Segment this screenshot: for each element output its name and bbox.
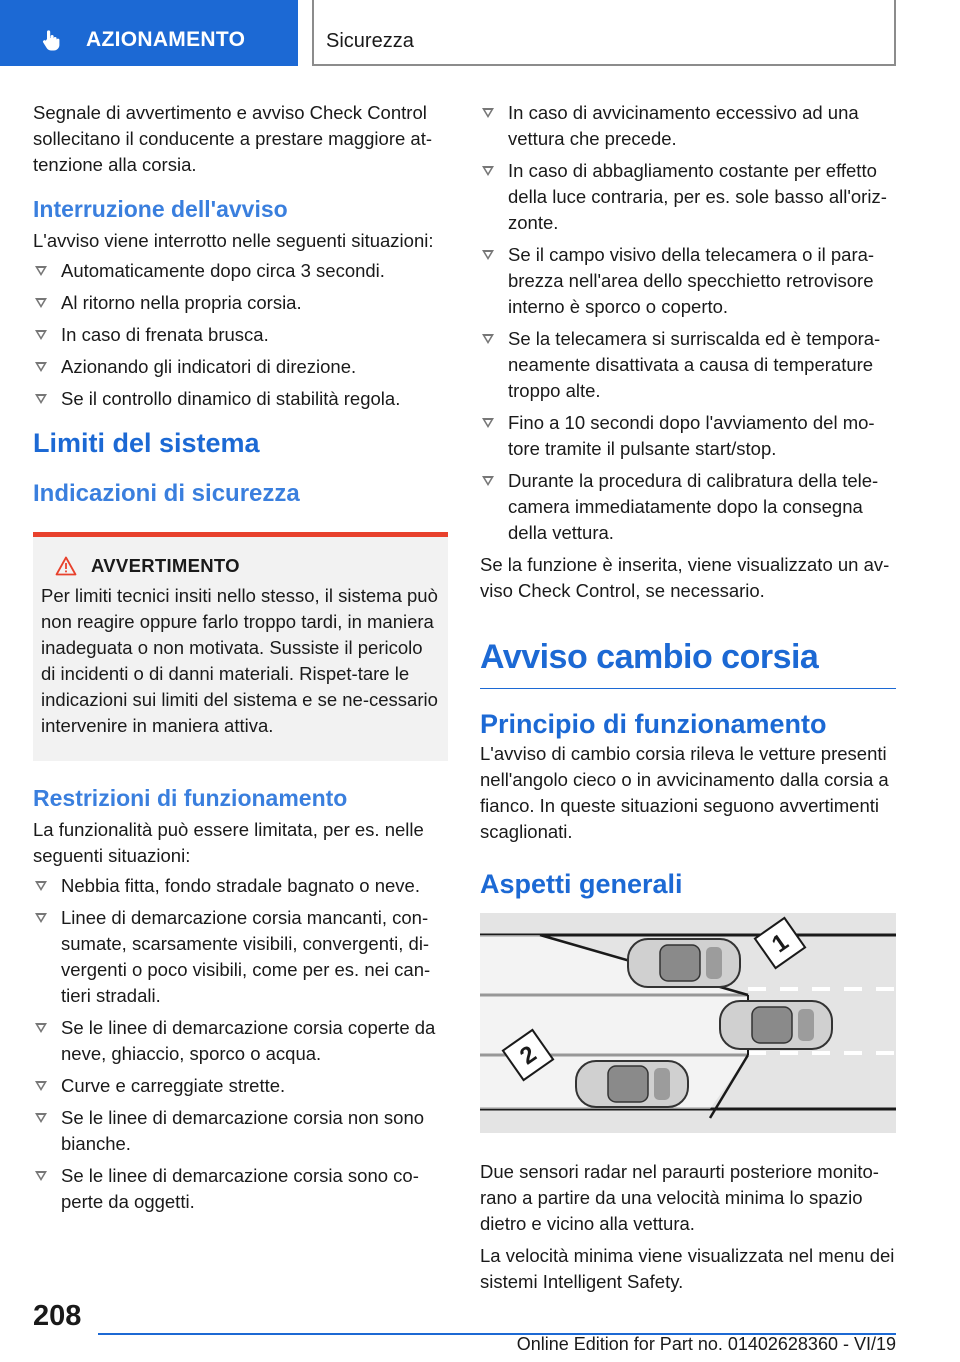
list-item: Curve e carreggiate strette. bbox=[33, 1073, 448, 1099]
right-column bbox=[480, 100, 896, 1295]
bullet-triangle-icon bbox=[35, 330, 47, 340]
bullet-triangle-icon bbox=[482, 476, 494, 486]
list-item: Se le linee di demarcazione corsia non sono bianche. bbox=[33, 1105, 448, 1157]
bullet-triangle-icon bbox=[35, 881, 47, 891]
car-icon bbox=[720, 1001, 832, 1049]
bullet-triangle-icon bbox=[35, 1171, 47, 1181]
list-item: Durante la procedura di calibratura della tele-camera immediatamente dopo la consegna della vettura. bbox=[480, 468, 896, 546]
bullet-triangle-icon bbox=[482, 108, 494, 118]
interruption-list bbox=[33, 258, 448, 412]
general-heading: Aspetti generali bbox=[480, 869, 683, 899]
section-tab bbox=[0, 0, 298, 66]
safety-heading: Indicazioni di sicurezza bbox=[33, 480, 300, 507]
general-paragraph-2: La velocità minima viene visualizzata nel menu dei sistemi Intelligent Safety. bbox=[480, 1245, 895, 1292]
section-heading: Avviso cambio corsia bbox=[480, 634, 896, 689]
chapter-tab bbox=[312, 0, 896, 66]
bullet-triangle-icon bbox=[35, 913, 47, 923]
bullet-triangle-icon bbox=[35, 394, 47, 404]
bullet-triangle-icon bbox=[482, 334, 494, 344]
list-item: In caso di avvicinamento eccessivo ad una vettura che precede. bbox=[480, 100, 896, 152]
restrictions-intro: La funzionalità può essere limitata, per es. nelle seguenti situazioni: bbox=[33, 819, 424, 866]
principle-heading: Principio di funzionamento bbox=[480, 709, 827, 739]
list-item: Se la telecamera si surriscalda ed è tempora-neamente disattivata a causa di temperature troppo alte. bbox=[480, 326, 896, 404]
warning-triangle-icon bbox=[55, 556, 77, 576]
bullet-triangle-icon bbox=[35, 1113, 47, 1123]
intro-paragraph: Segnale di avvertimento e avviso Check Control sollecitano il conducente a prestare maggiore at-tenzione alla corsia. bbox=[33, 102, 433, 175]
chapter-label: Sicurezza bbox=[326, 30, 414, 52]
bullet-triangle-icon bbox=[35, 266, 47, 276]
bullet-triangle-icon bbox=[482, 166, 494, 176]
list-item: Nebbia fitta, fondo stradale bagnato o neve. bbox=[33, 873, 448, 899]
list-item: Se le linee di demarcazione corsia sono co-perte da oggetti. bbox=[33, 1163, 448, 1215]
list-item: In caso di frenata brusca. bbox=[33, 322, 448, 348]
warning-box bbox=[33, 532, 448, 761]
list-item: Se le linee di demarcazione corsia coperte da neve, ghiaccio, sporco o acqua. bbox=[33, 1015, 448, 1067]
limits-heading: Limiti del sistema bbox=[33, 428, 260, 458]
left-column bbox=[33, 100, 448, 1221]
principle-paragraph: L'avviso di cambio corsia rileva le vetture presenti nell'angolo cieco o in avvicinamento dalla corsia a fianco. In queste situazioni seguono avvertimenti scaglionati. bbox=[480, 743, 889, 842]
page-number: 208 bbox=[33, 1300, 82, 1332]
page-header bbox=[0, 0, 960, 66]
restrictions-list bbox=[33, 873, 448, 1215]
hand-icon bbox=[40, 28, 64, 52]
bullet-triangle-icon bbox=[35, 1023, 47, 1033]
list-item: Fino a 10 secondi dopo l'avviamento del mo-tore tramite il pulsante start/stop. bbox=[480, 410, 896, 462]
restrictions-heading: Restrizioni di funzionamento bbox=[33, 785, 348, 811]
svg-text:1: 1 bbox=[767, 928, 794, 959]
interruption-heading: Interruzione dell'avviso bbox=[33, 196, 288, 222]
warning-title: AVVERTIMENTO bbox=[41, 555, 440, 577]
bullet-triangle-icon bbox=[35, 1081, 47, 1091]
svg-text:2: 2 bbox=[515, 1040, 542, 1071]
edition-footer: Online Edition for Part no. 01402628360 - VI/19 bbox=[516, 1334, 896, 1354]
road-diagram bbox=[480, 913, 896, 1133]
list-item: Automaticamente dopo circa 3 secondi. bbox=[33, 258, 448, 284]
list-item: Al ritorno nella propria corsia. bbox=[33, 290, 448, 316]
bullet-triangle-icon bbox=[35, 298, 47, 308]
bullet-triangle-icon bbox=[482, 418, 494, 428]
section-label: AZIONAMENTO bbox=[86, 28, 246, 51]
car-icon bbox=[628, 939, 740, 987]
list-item: Se il controllo dinamico di stabilità regola. bbox=[33, 386, 448, 412]
lane-change-illustration bbox=[480, 913, 896, 1133]
interruption-intro: L'avviso viene interrotto nelle seguenti situazioni: bbox=[33, 230, 434, 251]
continued-list bbox=[480, 100, 896, 546]
car-icon bbox=[576, 1061, 688, 1107]
continued-paragraph: Se la funzione è inserita, viene visualizzato un av-viso Check Control, se necessario. bbox=[480, 554, 890, 601]
bullet-triangle-icon bbox=[482, 250, 494, 260]
list-item: In caso di abbagliamento costante per effetto della luce contraria, per es. sole basso all'oriz-zonte. bbox=[480, 158, 896, 236]
warning-text: Per limiti tecnici insiti nello stesso, il sistema può non reagire oppure farlo troppo tardi, in maniera inadeguata o non motivata. Sussiste il pericolo di incidenti o di danni materiali. Rispet-tare le indicazioni sui limiti del sistema e se ne-cessario intervenire in maniera attiva. bbox=[41, 585, 438, 736]
list-item: Se il campo visivo della telecamera o il para-brezza nell'area dello specchietto retrovisore interno è sporco o coperto. bbox=[480, 242, 896, 320]
bullet-triangle-icon bbox=[35, 362, 47, 372]
general-paragraph-1: Due sensori radar nel paraurti posteriore monito-rano a partire da una velocità minima lo spazio dietro e vicino alla vettura. bbox=[480, 1161, 879, 1234]
list-item: Azionando gli indicatori di direzione. bbox=[33, 354, 448, 380]
list-item: Linee di demarcazione corsia mancanti, con-sumate, scarsamente visibili, convergenti, di-vergenti o poco visibili, come per es. nei can-tieri stradali. bbox=[33, 905, 448, 1009]
